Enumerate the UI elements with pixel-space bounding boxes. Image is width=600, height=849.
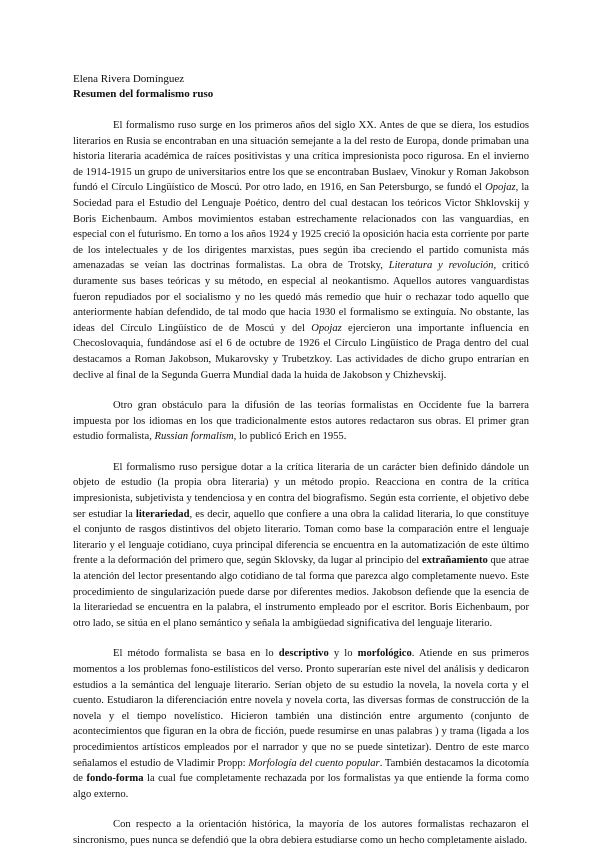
paragraph-text: El formalismo ruso surge en los primeros años del siglo XX. Antes de que se diera, los estudios literarios en Rusia se encontraban en una situación semejante a la del resto de Europa, donde primaban una historia literaria académica de raíces positivistas y una crítica impresionista poco rigurosa. En el invierno de 1914-1915 un grupo de universitarios entre los que se encontraban Buslaev, Vinokur y Roman Jakobson fundó el Círculo Lingüístico de Moscú. Por otro lado, en 1916, en San Petersburgo, se fundó el [73,120,529,194]
italic-title: Russian formalism, [154,431,237,443]
paragraph-text: El formalismo ruso persigue dotar a la crítica literaria de un carácter bien definido dándole un objeto de estudio (la propia obra literaria) y un método propio. Reacciona en contra de la crítica impresionista, subjetivista y tendenciosa y en contra del biografismo. Según esta corriente, el objetivo debe ser estudiar la [73,461,529,520]
bold-term: extrañamiento [421,555,488,567]
paragraph-text: El método formalista se basa en lo [113,648,279,660]
document-body [73,118,529,849]
paragraph-text: , es decir, aquello que confiere a una obra la calidad literaria, lo que constituye el conjunto de rasgos distintivos del objeto literario. Toman como base la comparación entre el lenguaje literario y el lenguaje cotidiano, cuya principal diferencia se encuentra en la automatización de este último frente a la deformación del primero que, según Sklovsky, da lugar al principio del [73,508,529,567]
body-paragraph [73,460,529,632]
body-paragraph [73,398,529,445]
paragraph-text: Otro gran obstáculo para la difusión de las teorías formalistas en Occidente fue la barrera impuesta por los idiomas en los que tradicionalmente estos autores redactaron sus obras. El primer gran estudio formalista, [73,400,529,443]
bold-term: descriptivo [278,648,329,660]
paragraph-text: Con respecto a la orientación histórica, la mayoría de los autores formalistas rechazaron el sincronismo, pues nunca se defendió que la obra debiera estudiarse como un hecho completamente aislado. [73,819,529,846]
document-title: Resumen del formalismo ruso [73,88,214,100]
paragraph-text: . Atiende en sus primeros momentos a los problemas fono-estilísticos del verso. Pronto superarían este nivel del análisis y dedicaron estudios a la semántica del lenguaje literario. Serían objeto de su estudio la novela, la novela corta y el cuento. Estudiaron la diferenciación entre novela y novela corta, las diversas formas de construcción de la novela y el tiempo novelístico. Hicieron también una distinción entre argumento (conjunto de acontecimientos que figuran en la obra de ficción, puede resumirse en unas palabras ) y trama (ligada a los procedimientos artísticos empleados por el narrador y que no se puede sintetizar). Dentro de este marco señalamos el estudio de Vladimir Propp: [73,648,529,769]
italic-title: Morfología del cuento popular [248,757,380,769]
paragraph-text: que atrae la atención del lector presentando algo cotidiano de tal forma que parezca algo completamente nuevo. Este procedimiento de singularización puede darse por diferentes medios. Jakobson defiende que la esencia de la literariedad se encuentra en la palabra, el instrumento empleado por el escritor. Boris Eichenbaum, por otro lado, se sitúa en el plano semántico y señala la ambigüedad significativa del lenguaje literario. [73,555,529,629]
italic-title: Literatura y revolución [388,260,494,272]
paragraph-text: ejercieron una importante influencia en Checoslovaquia, fundándose así el 6 de octubre de 1926 el Círculo Lingüístico de Praga dentro del cual destacamos a Roman Jakobson, Mukarovsky y Trubetzkoy. Las actividades de dicho grupo entrarían en declive al final de la Segunda Guerra Mundial dada la huida de Jakobson y Chizhevskij. [73,322,529,381]
body-paragraph [73,646,529,802]
paragraph-text: , la Sociedad para el Estudio del Lenguaje Poético, dentro del cual destacan los teóricos Victor Shklovskij y Boris Eichenbaum. Ambos movimientos estaban estrechamente relacionados con las vanguardias, en especial con el futurismo. En torno a los años 1924 y 1925 creció la oposición hacia esta corriente por parte de los intelectuales y de los dirigentes marxistas, pues según iba creciendo el partido comunista más amenazadas se veían las doctrinas formalistas. La obra de Trotsky, [73,182,529,272]
italic-title: Opojaz [485,182,516,194]
bold-term: literariedad [135,508,190,520]
bold-term: fondo-forma [86,773,144,785]
italic-title: Opojaz [311,322,342,334]
paragraph-text: , criticó duramente sus bases teóricas y su método, en especial al neokantismo. Aquellos autores vanguardistas fueron repudiados por el socialismo y no les quedó más remedio que huir o rechazar todo aquello que anteriormente habían defendido, de tal modo que hacia 1930 el formalismo se extinguía. No obstante, las ideas del Círculo Lingüístico de de Moscú y del [73,260,529,334]
document-header [73,72,533,102]
bold-term: morfológico [357,648,412,660]
paragraph-text: . También destacamos la dicotomía de [73,757,530,785]
paragraph-text: y lo [328,648,358,660]
author-name: Elena Rivera Domínguez [73,73,185,85]
body-paragraph [73,817,529,848]
paragraph-text: la cual fue completamente rechazada por los formalistas ya que entiende la forma como algo externo. [73,773,529,800]
body-paragraph [73,118,529,383]
paragraph-text: lo publicó Erich en 1955. [236,431,347,443]
